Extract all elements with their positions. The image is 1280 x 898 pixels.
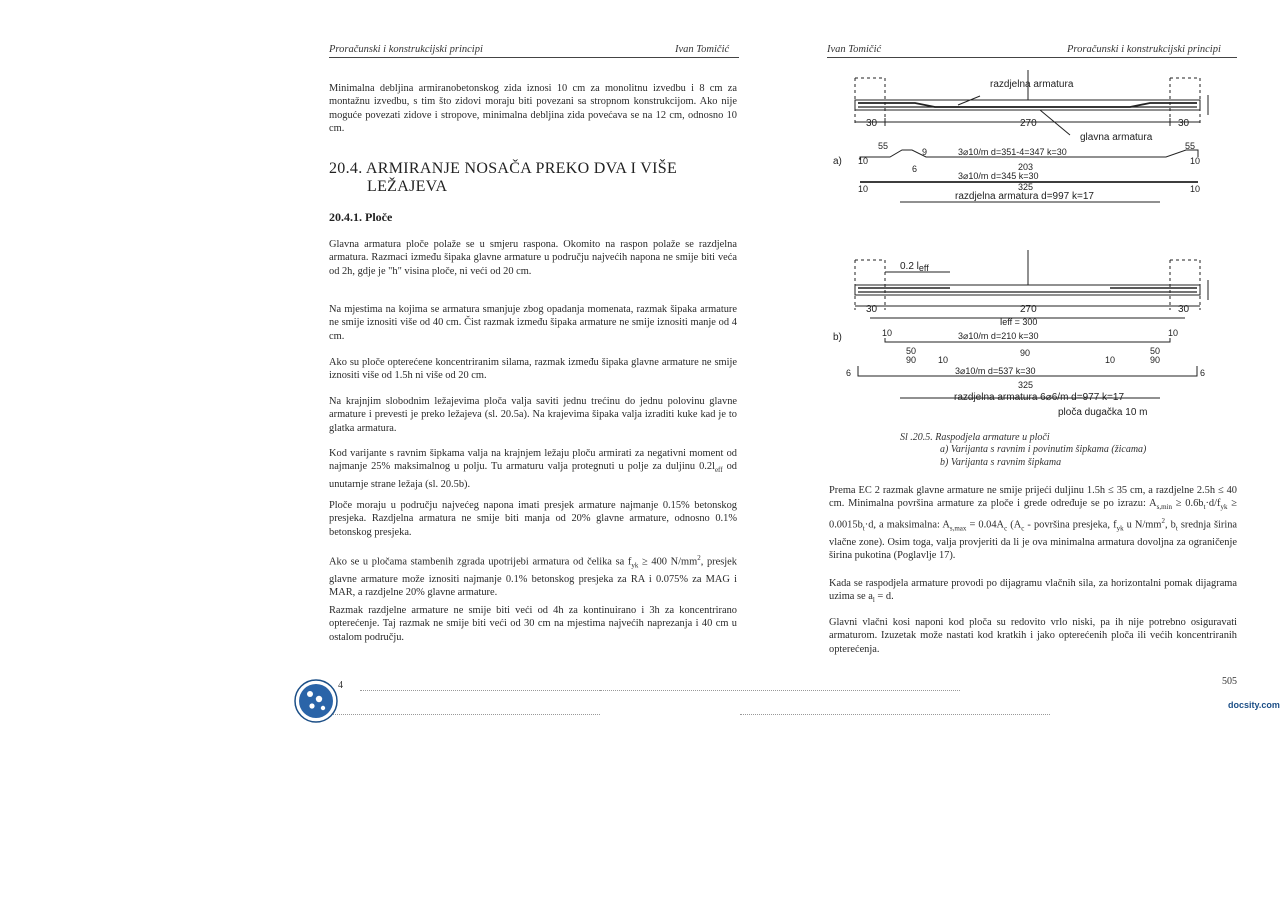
paragraph-5 (329, 447, 737, 491)
left-header-author: Ivan Tomičić (675, 44, 730, 55)
dim-b-90-mid: 90 (1020, 348, 1031, 358)
paragraph-5-text: Kod varijante s ravnim šipkama valja na krajnjem ležaju ploču armirati za negativni moment od najmanje 25% maksimalnog u polju. Tu armaturu valja protegnuti u polje za duljinu 0.2l (329, 448, 737, 473)
scan-dots-left (300, 714, 600, 716)
rp1-j: s,max (949, 524, 967, 533)
label-glavna: glavna armatura (1080, 132, 1153, 143)
figure-caption-b: b) Varijanta s ravnim šipkama (940, 457, 1062, 468)
right-paragraph-1 (829, 484, 1237, 563)
paragraph-7-mid: ≥ 400 N/mm (638, 556, 698, 568)
dim-b-leff: leff = 300 (1000, 317, 1038, 328)
label-razdjelna: razdjelna armatura (990, 79, 1074, 90)
bar-b2-label: 3⌀10/m d=537 k=30 (955, 366, 1036, 376)
left-page-number: 4 (338, 680, 343, 691)
paragraph-7-sub: yk (631, 561, 639, 570)
dim-b-90-left: 90 (906, 355, 917, 365)
rp2-sub: l (872, 596, 875, 605)
bar-a1-label: 3⌀10/m d=351-4=347 k=30 (958, 147, 1067, 157)
figure-caption-a: a) Varijanta s ravnim i povinutim šipkama (žicama) (940, 444, 1147, 455)
dim-b-90-right: 90 (1150, 355, 1161, 365)
dist-a-label: razdjelna armatura d=997 k=17 (955, 191, 1094, 202)
rp1-u: srednja širina vlačne zone). Osim toga, valja provjeriti da li je ova minimalna armatura dovoljna za ograničenje širina pukotina (Poglavlje 17). (829, 519, 1238, 562)
paragraph-8: Razmak razdjelne armature ne smije biti veći od 4h za kontinuirano i 3h za koncentrirano opterećenje. Taj razmak ne smije biti veći od 30 cm na mjestima najvećih naprezanja i 40 cm u ostalom području. (329, 605, 737, 643)
rp1-b: s,min (1156, 503, 1172, 512)
rp1-a: Prema EC 2 razmak glavne armature ne smije prijeći duljinu 1.5h ≤ 35 cm, a razdjelne 2.5h ≤ 40 cm. Minimalna površina armature za ploče i grede određuje se po izrazu: A (829, 485, 1237, 510)
rp1-k: = 0.04A (966, 519, 1005, 531)
rp1-i: ·d, a maksimalna: A (864, 519, 950, 531)
dim-a-6: 6 (912, 164, 918, 174)
intro-paragraph: Minimalna debljina armiranobetonskog zida iznosi 10 cm za monolitnu izvedbu i 8 cm za montažnu izvedbu, s tim što zidovi moraju biti povezani sa stropnom konstrukcijom. Ako nije moguće povezati zidove i stropove, minimalna debljina zida povećava se na 12 cm, odnosno 10 cm. (329, 83, 737, 135)
paragraph-3: Ako su ploče opterećene koncentriranim silama, razmak između šipaka glavne armature ne smije iznositi više od 1.5h ni više od 20 cm. (329, 357, 737, 382)
left-header-rule (329, 57, 739, 58)
dim-b-270: 270 (1020, 304, 1037, 315)
rp1-o: - površina presjeka, f (1024, 519, 1117, 531)
dim-a-55-left: 55 (878, 141, 889, 151)
dim-a-30-right: 30 (1178, 118, 1190, 129)
rp1-s: , b (1164, 519, 1176, 531)
rp1-f: yk (1220, 503, 1228, 512)
rp2-a: Kada se raspodjela armature provodi po dijagramu vlačnih sila, za horizontalni pomak dijagrama uzima se a (829, 578, 1237, 603)
right-paragraph-2 (829, 577, 1237, 608)
paragraph-4: Na krajnjim slobodnim ležajevima ploča valja saviti jednu trećinu do jednu polovinu glavne armature i prevesti je preko ležajeva (sl. 20.5a). Na krajevima šipaka valja izraditi kuke kad je to glatka armatura. (329, 396, 737, 434)
bar-a2-label: 3⌀10/m d=345 k=30 (958, 171, 1039, 181)
rp1-n: c (1021, 524, 1025, 533)
right-header-title: Proračunski i konstrukcijski principi (1067, 44, 1221, 55)
section-title-line2: LEŽAJEVA (367, 178, 448, 195)
paragraph-6: Ploče moraju u području najvećeg napona imati presjek armature najmanje 0.15% betonskog presjeka. Razdjelna armatura ne smije biti manja od 20% glavne armature, odnosno 0.1% betonskog presjeka. (329, 500, 737, 538)
rp1-m: (A (1007, 519, 1022, 531)
dim-b-02leff: 0.2 leff (900, 261, 929, 273)
dim-b-30-left: 30 (866, 304, 878, 315)
dim-a-9-left: 9 (922, 147, 928, 157)
rp1-e: ·d/f (1205, 498, 1221, 510)
left-header-title: Proračunski i konstrukcijski principi (329, 44, 483, 55)
rp1-q: u N/mm (1123, 519, 1162, 531)
rp1-g: ≥ 0.0015b (829, 498, 1237, 531)
paragraph-5-sub: eff (714, 466, 723, 475)
subsection-heading: 20.4.1. Ploče (329, 210, 393, 224)
paragraph-1: Glavna armatura ploče polaže se u smjeru raspona. Okomito na raspon polaže se razdjelna armatura. Razmaci između šipaka glavne armature u području najvećih napona ne smije biti veća od 2h, gdje je "h" visina ploče, ni veći od 20 cm. (329, 239, 737, 277)
paragraph-7-text: Ako se u pločama stambenih zgrada upotrijebi armatura od čelika sa f (329, 556, 632, 568)
section-heading (329, 160, 677, 178)
dim-b-30-right: 30 (1178, 304, 1190, 315)
dim-b2-10-right: 10 (1105, 355, 1116, 365)
dim-b-50-right: 50 (1150, 346, 1161, 356)
dim-a-10-left: 10 (858, 156, 869, 166)
figure-caption-title: Sl .20.5. Raspodjela armature u ploči (900, 432, 1050, 443)
rp1-d: t (1203, 503, 1206, 512)
slab-b-outline (855, 285, 1200, 295)
label-a: a) (833, 156, 842, 167)
section-number: 20.4. (329, 160, 363, 177)
dim-a-325: 325 (1018, 182, 1034, 192)
dim-b-6-left: 6 (846, 368, 852, 378)
docsity-logo-icon (294, 679, 338, 723)
rp1-h: t (862, 524, 865, 533)
dim-a-55-right: 55 (1185, 141, 1196, 151)
paragraph-5-tail: od unutarnje strane ležaja (sl. 20.5b). (329, 461, 737, 490)
paragraph-7 (329, 552, 737, 600)
slab-length-label: ploča dugačka 10 m (1058, 407, 1148, 418)
dim-a-30-left: 30 (866, 118, 878, 129)
rp1-t: t (1175, 524, 1178, 533)
right-header-author: Ivan Tomičić (827, 44, 882, 55)
rp1-l: c (1004, 524, 1008, 533)
dim-b-325: 325 (1018, 380, 1034, 390)
rp1-r: 2 (1161, 516, 1165, 525)
dim-b-50-left: 50 (906, 346, 917, 356)
right-page-number: 505 (1222, 676, 1237, 687)
paragraph-7-sup: 2 (697, 554, 701, 562)
dim-b1-10-right: 10 (1168, 328, 1179, 338)
reinforcement-figure (830, 70, 1210, 420)
dim-a-203: 203 (1018, 162, 1034, 172)
right-paragraph-3: Glavni vlačni kosi naponi kod ploča su redovito vrlo niski, pa ih nije potrebno osiguravati armaturom. Izuzetak može nastati kod kratkih i jako opterećenih ploča ili većih koncentriranih opterećenja. (829, 617, 1237, 655)
paragraph-2: Na mjestima na kojima se armatura smanjuje zbog opadanja momenata, razmak šipaka armature ne smije iznositi više od 40 cm. Čist razmak između šipaka armature ne smije iznositi manje od 4 cm. (329, 304, 737, 342)
rp2-tail: = d. (874, 591, 894, 603)
scan-dots-left-2 (360, 690, 600, 692)
section-title-line1: ARMIRANJE NOSAČA PREKO DVA I VIŠE (365, 160, 678, 177)
dim-a2-10-left: 10 (858, 184, 869, 194)
dim-a-10-right: 10 (1190, 156, 1201, 166)
dim-a2-10-right: 10 (1190, 184, 1201, 194)
label-b: b) (833, 332, 842, 343)
bar-b1-label: 3⌀10/m d=210 k=30 (958, 331, 1039, 341)
dim-b-6-right: 6 (1200, 368, 1206, 378)
rp1-c: ≥ 0.6b (1171, 498, 1204, 510)
left-page (292, 0, 752, 898)
dim-a-270: 270 (1020, 118, 1037, 129)
right-header-rule (827, 57, 1237, 58)
rp1-p: yk (1116, 524, 1124, 533)
slab-a-outline (855, 100, 1200, 110)
dim-b2-10-left: 10 (938, 355, 949, 365)
docsity-brand-label: docsity.com (1228, 700, 1280, 710)
dim-b1-10-left: 10 (882, 328, 893, 338)
dist-b-label: razdjelna armatura 6⌀6/m d=977 k=17 (954, 392, 1125, 403)
paragraph-7-tail: , presjek glavne armature može iznositi najmanje 0.1% betonskog presjeka za RA i 0.075% za MAG i MAR, a razdjelne 20% glavne armature. (329, 556, 737, 599)
